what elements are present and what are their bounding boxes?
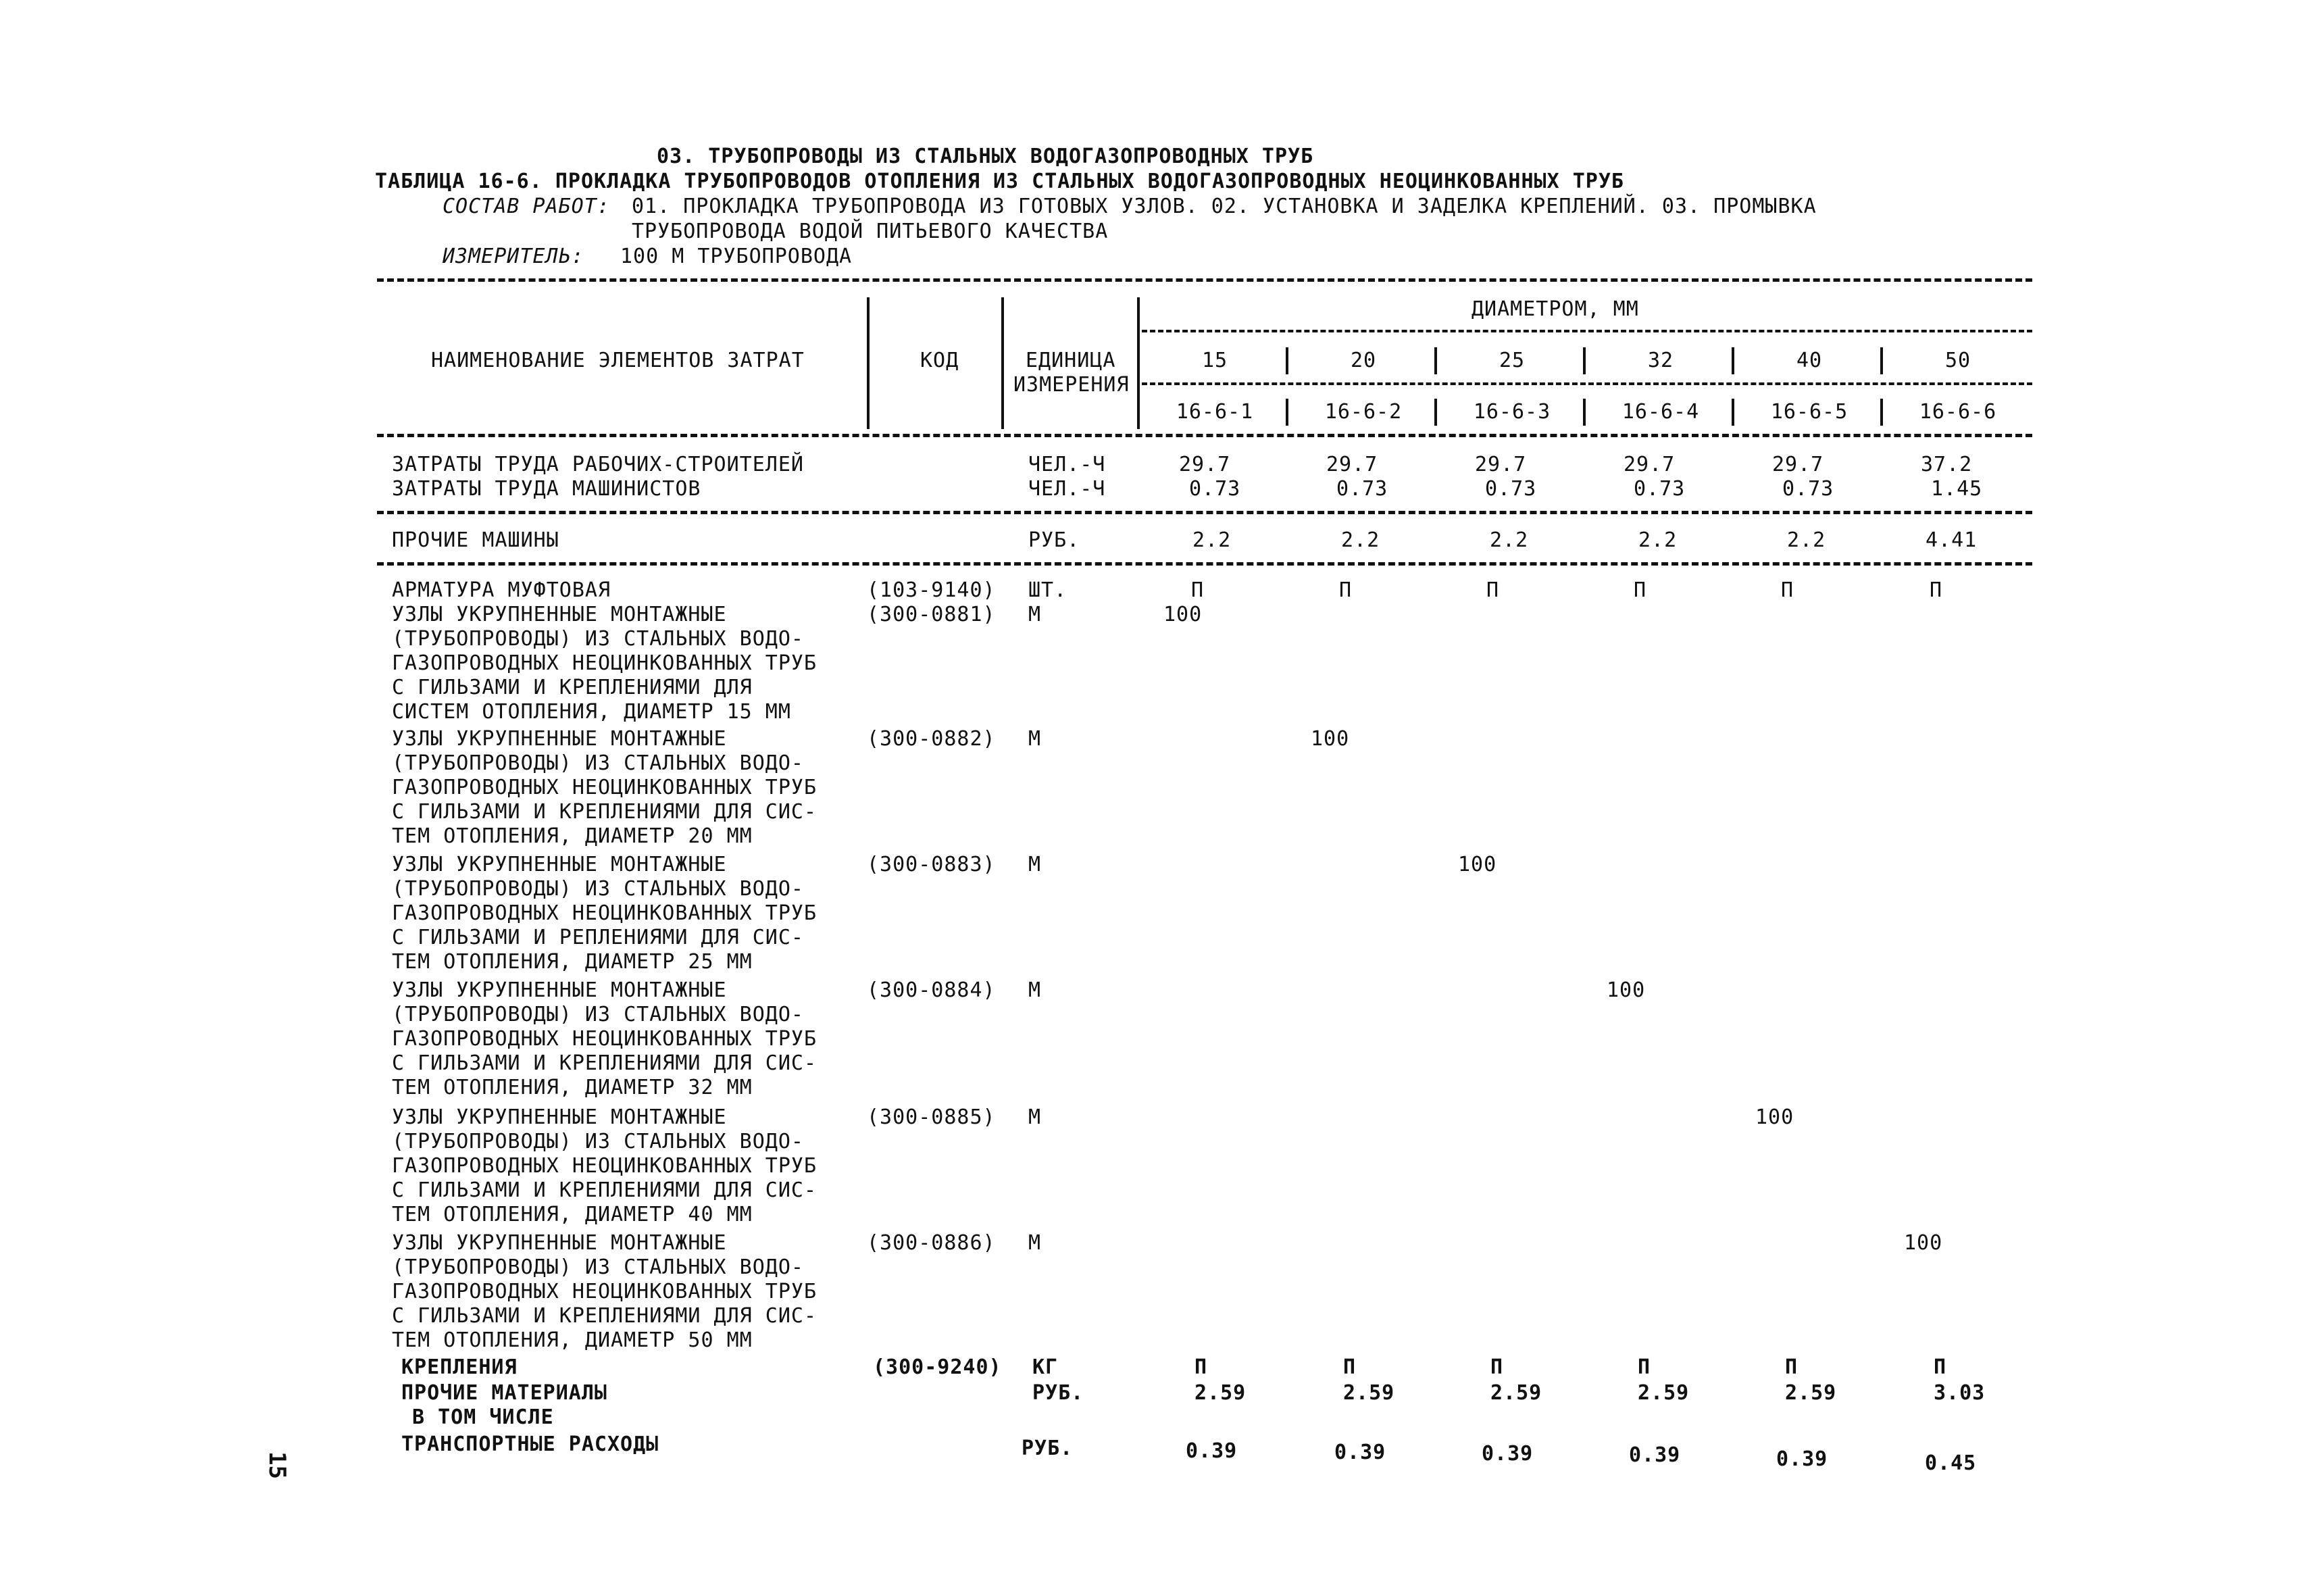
code-fasteners: (300-9240): [873, 1355, 1002, 1379]
value-labor-workers-2: 29.7: [1326, 453, 1378, 476]
value-other-5: 2.59: [1785, 1381, 1837, 1405]
unit-other-materials: РУБ.: [1032, 1381, 1084, 1405]
node-5-line-4: С ГИЛЬЗАМИ И КРЕПЛЕНИЯМИ ДЛЯ СИС-: [392, 1178, 818, 1202]
value-labor-workers-5: 29.7: [1772, 453, 1824, 476]
node-4-value: 100: [1607, 978, 1646, 1002]
node-5-line-2: (ТРУБОПРОВОДЫ) ИЗ СТАЛЬНЫХ ВОДО-: [392, 1130, 804, 1153]
vrule-n3: [1583, 399, 1586, 426]
value-labor-machinists-5: 0.73: [1782, 477, 1834, 501]
node-2-value: 100: [1311, 727, 1350, 751]
work-label: СОСТАВ РАБОТ:: [443, 195, 610, 218]
vrule-d1: [1286, 347, 1288, 374]
value-other-1: 2.59: [1194, 1381, 1247, 1405]
code-16-6-3: 16-6-3: [1473, 400, 1551, 424]
unit-fasteners: КГ: [1032, 1355, 1059, 1379]
value-machines-3: 2.2: [1490, 528, 1529, 552]
rule-top: [377, 278, 2032, 282]
node-4-line-5: ТЕМ ОТОПЛЕНИЯ, ДИАМЕТР 32 ММ: [392, 1076, 753, 1099]
node-5-line-5: ТЕМ ОТОПЛЕНИЯ, ДИАМЕТР 40 ММ: [392, 1203, 753, 1226]
value-machines-6: 4.41: [1926, 528, 1978, 552]
value-fasteners-2: П: [1343, 1355, 1357, 1379]
value-armature-2: П: [1339, 578, 1353, 602]
including-label: В ТОМ ЧИСЛЕ: [412, 1405, 554, 1429]
vrule-3: [1137, 297, 1140, 429]
code-16-6-2: 16-6-2: [1324, 400, 1403, 424]
col-name-header: НАИМЕНОВАНИЕ ЭЛЕМЕНТОВ ЗАТРАТ: [431, 349, 805, 372]
vrule-n5: [1880, 399, 1883, 426]
node-2-line-2: (ТРУБОПРОВОДЫ) ИЗ СТАЛЬНЫХ ВОДО-: [392, 751, 804, 775]
value-machines-5: 2.2: [1787, 528, 1826, 552]
value-labor-workers-4: 29.7: [1624, 453, 1676, 476]
unit-labor-machinists: ЧЕЛ.-Ч: [1028, 477, 1106, 501]
vrule-d5: [1880, 347, 1883, 374]
measure-value: 100 М ТРУБОПРОВОДА: [620, 245, 853, 268]
value-labor-machinists-3: 0.73: [1485, 477, 1537, 501]
value-machines-1: 2.2: [1192, 528, 1232, 552]
node-3-line-2: (ТРУБОПРОВОДЫ) ИЗ СТАЛЬНЫХ ВОДО-: [392, 877, 804, 901]
col-diameter-header: ДИАМЕТРОМ, ММ: [1472, 297, 1639, 321]
value-other-3: 2.59: [1490, 1381, 1542, 1405]
page-number: 15: [263, 1451, 291, 1479]
value-armature-4: П: [1634, 578, 1647, 602]
value-transport-2: 0.39: [1334, 1441, 1386, 1464]
code-armature: (103-9140): [867, 578, 996, 602]
value-labor-machinists-4: 0.73: [1634, 477, 1686, 501]
node-3-line-5: ТЕМ ОТОПЛЕНИЯ, ДИАМЕТР 25 ММ: [392, 950, 753, 974]
node-2-line-3: ГАЗОПРОВОДНЫХ НЕОЦИНКОВАННЫХ ТРУБ: [392, 776, 818, 799]
row-labor-machinists: ЗАТРАТЫ ТРУДА МАШИНИСТОВ: [392, 477, 701, 501]
node-3-line-1: УЗЛЫ УКРУПНЕННЫЕ МОНТАЖНЫЕ: [392, 853, 727, 876]
node-5-value: 100: [1755, 1105, 1794, 1129]
node-1-code: (300-0881): [867, 603, 996, 626]
row-fasteners: КРЕПЛЕНИЯ: [401, 1355, 518, 1379]
value-transport-3: 0.39: [1482, 1442, 1534, 1466]
col-unit-header-1: ЕДИНИЦА: [1026, 349, 1116, 372]
value-machines-4: 2.2: [1638, 528, 1678, 552]
node-4-line-3: ГАЗОПРОВОДНЫХ НЕОЦИНКОВАННЫХ ТРУБ: [392, 1027, 818, 1051]
value-other-4: 2.59: [1638, 1381, 1690, 1405]
node-4-line-1: УЗЛЫ УКРУПНЕННЫЕ МОНТАЖНЫЕ: [392, 978, 727, 1002]
node-1-line-4: С ГИЛЬЗАМИ И КРЕПЛЕНИЯМИ ДЛЯ: [392, 676, 753, 699]
code-16-6-1: 16-6-1: [1176, 400, 1254, 424]
code-16-6-6: 16-6-6: [1919, 400, 1997, 424]
diameter-40: 40: [1796, 349, 1823, 372]
row-other-materials: ПРОЧИЕ МАТЕРИАЛЫ: [401, 1381, 607, 1405]
node-4-line-2: (ТРУБОПРОВОДЫ) ИЗ СТАЛЬНЫХ ВОДО-: [392, 1003, 804, 1026]
node-5-line-1: УЗЛЫ УКРУПНЕННЫЕ МОНТАЖНЫЕ: [392, 1105, 727, 1129]
vrule-1: [867, 297, 870, 429]
rule-numbers: [1142, 382, 2032, 385]
code-16-6-4: 16-6-4: [1621, 400, 1700, 424]
node-4-line-4: С ГИЛЬЗАМИ И КРЕПЛЕНИЯМИ ДЛЯ СИС-: [392, 1051, 818, 1075]
value-fasteners-3: П: [1490, 1355, 1504, 1379]
row-transport: ТРАНСПОРТНЫЕ РАСХОДЫ: [401, 1432, 659, 1456]
value-other-6: 3.03: [1934, 1381, 1986, 1405]
node-1-value: 100: [1163, 603, 1203, 626]
value-armature-5: П: [1781, 578, 1794, 602]
node-1-line-3: ГАЗОПРОВОДНЫХ НЕОЦИНКОВАННЫХ ТРУБ: [392, 651, 818, 675]
col-unit-header-2: ИЗМЕРЕНИЯ: [1013, 373, 1130, 397]
node-1-line-2: (ТРУБОПРОВОДЫ) ИЗ СТАЛЬНЫХ ВОДО-: [392, 627, 804, 651]
table-title: ТАБЛИЦА 16-6. ПРОКЛАДКА ТРУБОПРОВОДОВ ОТОПЛЕНИЯ ИЗ СТАЛЬНЫХ ВОДОГАЗОПРОВОДНЫХ НЕОЦИНКОВАННЫХ ТРУБ: [375, 170, 1624, 193]
value-fasteners-1: П: [1194, 1355, 1208, 1379]
value-other-2: 2.59: [1343, 1381, 1395, 1405]
node-5-code: (300-0885): [867, 1105, 996, 1129]
node-2-line-1: УЗЛЫ УКРУПНЕННЫЕ МОНТАЖНЫЕ: [392, 727, 727, 751]
col-code-header: КОД: [920, 349, 959, 372]
node-3-line-3: ГАЗОПРОВОДНЫХ НЕОЦИНКОВАННЫХ ТРУБ: [392, 901, 818, 925]
node-2-line-5: ТЕМ ОТОПЛЕНИЯ, ДИАМЕТР 20 ММ: [392, 824, 753, 848]
node-5-line-3: ГАЗОПРОВОДНЫХ НЕОЦИНКОВАННЫХ ТРУБ: [392, 1154, 818, 1178]
unit-armature: ШТ.: [1028, 578, 1067, 602]
vrule-2: [1001, 297, 1004, 429]
node-6-line-1: УЗЛЫ УКРУПНЕННЫЕ МОНТАЖНЫЕ: [392, 1231, 727, 1255]
node-3-value: 100: [1458, 853, 1497, 876]
measure-label: ИЗМЕРИТЕЛЬ:: [443, 245, 584, 268]
rule-machines-bottom: [377, 562, 2032, 566]
node-6-line-5: ТЕМ ОТОПЛЕНИЯ, ДИАМЕТР 50 ММ: [392, 1328, 753, 1352]
node-1-line-1: УЗЛЫ УКРУПНЕННЫЕ МОНТАЖНЫЕ: [392, 603, 727, 626]
node-6-value: 100: [1904, 1231, 1943, 1255]
work-line-2: ТРУБОПРОВОДА ВОДОЙ ПИТЬЕВОГО КАЧЕСТВА: [632, 220, 1109, 243]
node-3-unit: М: [1028, 853, 1042, 876]
node-1-line-5: СИСТЕМ ОТОПЛЕНИЯ, ДИАМЕТР 15 ММ: [392, 700, 791, 724]
node-3-line-4: С ГИЛЬЗАМИ И РЕПЛЕНИЯМИ ДЛЯ СИС-: [392, 926, 804, 949]
value-labor-machinists-6: 1.45: [1931, 477, 1983, 501]
vrule-n1: [1286, 399, 1288, 426]
unit-machines: РУБ.: [1028, 528, 1080, 552]
value-fasteners-5: П: [1785, 1355, 1799, 1379]
node-6-unit: М: [1028, 1231, 1042, 1255]
vrule-d4: [1732, 347, 1734, 374]
node-4-unit: М: [1028, 978, 1042, 1002]
value-armature-6: П: [1930, 578, 1943, 602]
node-5-unit: М: [1028, 1105, 1042, 1129]
node-6-line-2: (ТРУБОПРОВОДЫ) ИЗ СТАЛЬНЫХ ВОДО-: [392, 1255, 804, 1279]
row-machines: ПРОЧИЕ МАШИНЫ: [392, 528, 559, 552]
rule-header-bottom: [377, 434, 2032, 437]
diameter-20: 20: [1350, 349, 1377, 372]
value-fasteners-6: П: [1934, 1355, 1947, 1379]
node-6-code: (300-0886): [867, 1231, 996, 1255]
work-line-1: 01. ПРОКЛАДКА ТРУБОПРОВОДА ИЗ ГОТОВЫХ УЗЛОВ. 02. УСТАНОВКА И ЗАДЕЛКА КРЕПЛЕНИЙ. 03. ПРОМЫВКА: [632, 195, 1817, 218]
row-labor-workers: ЗАТРАТЫ ТРУДА РАБОЧИХ-СТРОИТЕЛЕЙ: [392, 453, 804, 476]
value-transport-5: 0.39: [1776, 1447, 1828, 1471]
value-transport-1: 0.39: [1186, 1439, 1238, 1463]
value-machines-2: 2.2: [1341, 528, 1380, 552]
vrule-n4: [1732, 399, 1734, 426]
section-title: 03. ТРУБОПРОВОДЫ ИЗ СТАЛЬНЫХ ВОДОГАЗОПРОВОДНЫХ ТРУБ: [657, 145, 1314, 168]
diameter-50: 50: [1944, 349, 1971, 372]
node-6-line-4: С ГИЛЬЗАМИ И КРЕПЛЕНИЯМИ ДЛЯ СИС-: [392, 1304, 818, 1328]
value-armature-3: П: [1486, 578, 1500, 602]
value-armature-1: П: [1191, 578, 1205, 602]
node-4-code: (300-0884): [867, 978, 996, 1002]
diameter-25: 25: [1499, 349, 1526, 372]
value-transport-6: 0.45: [1925, 1451, 1977, 1475]
unit-transport: РУБ.: [1022, 1437, 1074, 1460]
rule-labor-bottom: [377, 511, 2032, 514]
value-labor-machinists-1: 0.73: [1189, 477, 1241, 501]
node-3-code: (300-0883): [867, 853, 996, 876]
value-fasteners-4: П: [1638, 1355, 1651, 1379]
node-2-code: (300-0882): [867, 727, 996, 751]
value-transport-4: 0.39: [1629, 1443, 1681, 1467]
value-labor-workers-1: 29.7: [1179, 453, 1231, 476]
value-labor-workers-3: 29.7: [1475, 453, 1527, 476]
value-labor-workers-6: 37.2: [1921, 453, 1973, 476]
value-labor-machinists-2: 0.73: [1336, 477, 1388, 501]
unit-labor-workers: ЧЕЛ.-Ч: [1028, 453, 1106, 476]
diameter-15: 15: [1201, 349, 1228, 372]
node-1-unit: М: [1028, 603, 1042, 626]
vrule-d2: [1434, 347, 1437, 374]
code-16-6-5: 16-6-5: [1770, 400, 1848, 424]
node-2-line-4: С ГИЛЬЗАМИ И КРЕПЛЕНИЯМИ ДЛЯ СИС-: [392, 800, 818, 824]
rule-diameter: [1142, 330, 2032, 332]
diameter-32: 32: [1647, 349, 1674, 372]
row-armature: АРМАТУРА МУФТОВАЯ: [392, 578, 611, 602]
vrule-n2: [1434, 399, 1437, 426]
node-6-line-3: ГАЗОПРОВОДНЫХ НЕОЦИНКОВАННЫХ ТРУБ: [392, 1280, 818, 1303]
vrule-d3: [1583, 347, 1586, 374]
node-2-unit: М: [1028, 727, 1042, 751]
